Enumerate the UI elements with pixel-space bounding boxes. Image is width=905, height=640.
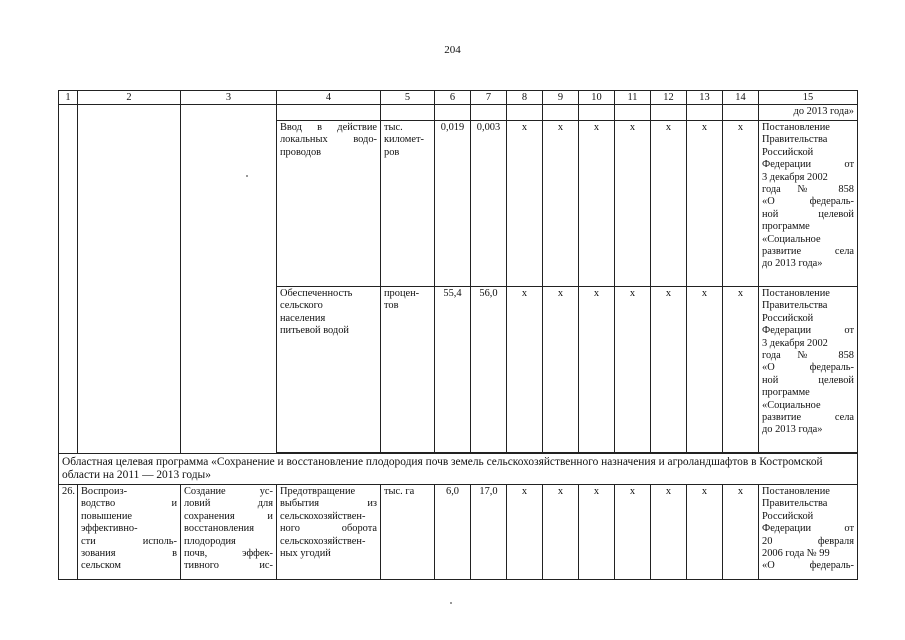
cell xyxy=(651,105,687,121)
cell: 26. xyxy=(59,485,78,580)
header-cell: 14 xyxy=(723,91,759,105)
table-row xyxy=(59,485,858,580)
cell: х xyxy=(543,485,579,580)
cell: х xyxy=(687,485,723,580)
cell: Ввод в действие локальных водо- проводов xyxy=(277,121,381,287)
header-cell: 5 xyxy=(381,91,435,105)
cell xyxy=(615,105,651,121)
cell: 55,4 xyxy=(435,287,471,453)
cell: 56,0 xyxy=(471,287,507,453)
header-cell: 9 xyxy=(543,91,579,105)
cell: х xyxy=(723,287,759,453)
header-cell: 12 xyxy=(651,91,687,105)
header-row xyxy=(59,91,858,105)
cell: х xyxy=(651,287,687,453)
cell: 0,019 xyxy=(435,121,471,287)
cell xyxy=(78,105,181,454)
cell: х xyxy=(651,121,687,287)
cell: 17,0 xyxy=(471,485,507,580)
cell xyxy=(181,105,277,454)
page-number: 204 xyxy=(444,44,461,56)
cell xyxy=(543,105,579,121)
header-cell: 7 xyxy=(471,91,507,105)
cell: х xyxy=(615,121,651,287)
cell xyxy=(471,105,507,121)
cell: х xyxy=(507,485,543,580)
table-row xyxy=(59,105,858,121)
cell: х xyxy=(507,121,543,287)
cell: х xyxy=(687,287,723,453)
cell: Предотвращение выбытия из сельскохозяйствен- ного оборота сельскохозяйствен- ных угодий xyxy=(277,485,381,580)
header-cell: 6 xyxy=(435,91,471,105)
cell: Создание ус- ловий для сохранения и восстановления плодородия почв, эффек- тивного ис- xyxy=(181,485,277,580)
cell xyxy=(723,105,759,121)
cell: х xyxy=(579,485,615,580)
header-cell: 8 xyxy=(507,91,543,105)
cell: Постановление Правительства Российской Федерации от 20 февраля 2006 года № 99 «О федераль- xyxy=(759,485,858,580)
cell xyxy=(381,105,435,121)
cell: процен- тов xyxy=(381,287,435,453)
cell xyxy=(277,105,381,121)
cell: х xyxy=(579,287,615,453)
header-cell: 10 xyxy=(579,91,615,105)
header-cell: 2 xyxy=(78,91,181,105)
scan-speck xyxy=(450,602,452,604)
cell: Обеспеченность сельского населения питьевой водой xyxy=(277,287,381,453)
cell: до 2013 года» xyxy=(759,105,858,121)
cell: х xyxy=(615,485,651,580)
cell xyxy=(59,105,78,454)
cell: Постановление Правительства Российской Федерации от 3 декабря 2002 года № 858 «О федераль- ной целевой программе «Социальное развитие села до 2013 года» xyxy=(759,287,858,453)
cell: х xyxy=(543,121,579,287)
cell: х xyxy=(687,121,723,287)
cell xyxy=(435,105,471,121)
cell: х xyxy=(615,287,651,453)
header-cell: 1 xyxy=(59,91,78,105)
cell: Воспроиз- водство и повышение эффективно- сти исполь- зования в сельском xyxy=(78,485,181,580)
cell xyxy=(579,105,615,121)
cell xyxy=(507,105,543,121)
cell: х xyxy=(723,121,759,287)
cell: 0,003 xyxy=(471,121,507,287)
cell: тыс. га xyxy=(381,485,435,580)
header-cell: 13 xyxy=(687,91,723,105)
scan-speck xyxy=(246,175,248,177)
program-title: Областная целевая программа «Сохранение и восстановление плодородия почв земель сельскохозяйственного назначения и агроландшафтов в Костромской области на 2011 — 2013 годы» xyxy=(59,454,858,485)
program-row xyxy=(59,454,858,485)
cell: х xyxy=(507,287,543,453)
header-cell: 15 xyxy=(759,91,858,105)
data-table xyxy=(58,90,858,580)
header-cell: 4 xyxy=(277,91,381,105)
cell: х xyxy=(651,485,687,580)
cell xyxy=(687,105,723,121)
cell: х xyxy=(543,287,579,453)
cell: Постановление Правительства Российской Федерации от 3 декабря 2002 года № 858 «О федераль- ной целевой программе «Социальное развитие села до 2013 года» xyxy=(759,121,858,287)
cell: тыс. километ- ров xyxy=(381,121,435,287)
cell: х xyxy=(579,121,615,287)
header-cell: 3 xyxy=(181,91,277,105)
header-cell: 11 xyxy=(615,91,651,105)
cell: 6,0 xyxy=(435,485,471,580)
cell: х xyxy=(723,485,759,580)
